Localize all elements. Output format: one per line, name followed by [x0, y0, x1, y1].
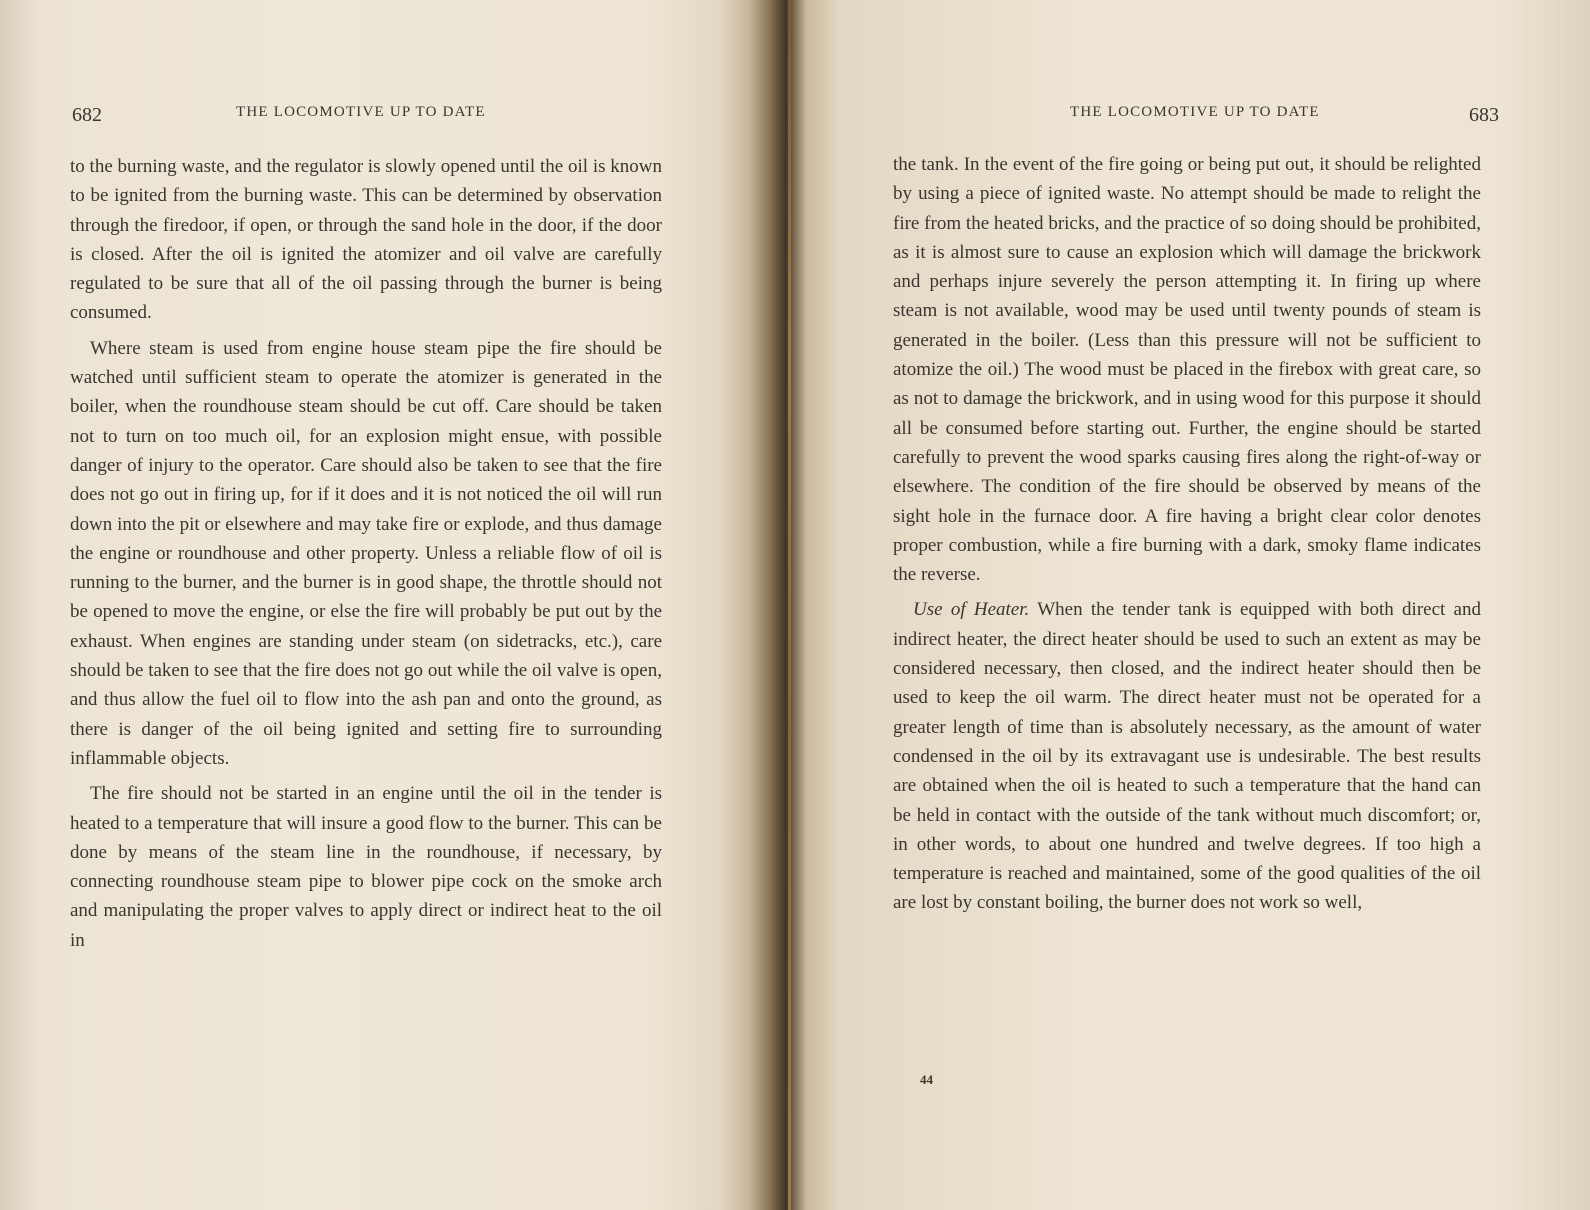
body-text [893, 150, 1481, 924]
paragraph: to the burning waste, and the regulator is slowly opened until the oil is known to be ignited from the burning waste. This can be determined by observation through the firedoor, if open, or through the sand hole in the door, if the door is closed. After the oil is ignited the atomizer and oil valve are carefully regulated to be sure that all of the oil passing through the burner is being consumed. [70, 156, 662, 324]
right-page [795, 0, 1590, 1210]
paragraph: the tank. In the event of the fire going or being put out, it should be relighted by using a piece of ignited waste. No attempt should be made to relight the fire from the heated bricks, and the practice of so doing should be prohibited, as it is almost sure to cause an explosion which will damage the brickwork and perhaps injure severely the person attempting it. In firing up where steam is not available, wood may be used until twenty pounds of steam is generated in the boiler. (Less than this pressure will not be sufficient to atomize the oil.) The wood must be placed in the firebox with great care, so as not to damage the brickwork, and in using wood for this purpose it should all be consumed before starting out. Further, the engine should be started carefully to prevent the wood sparks causing fires along the right-of-way or elsewhere. The condition of the fire should be observed by means of the sight hole in the furnace door. A fire having a bright clear color denotes proper combustion, while a fire burning with a dark, smoky flame indicates the reverse. [893, 154, 1481, 586]
page-number: 683 [1469, 104, 1499, 126]
body-text [70, 152, 662, 961]
book-gutter [788, 0, 791, 1210]
paragraph-text: When the tender tank is equipped with both direct and indirect heater, the direct heater should be used to such an extent as may be considered necessary, then closed, and the indirect heater should then be used to keep the oil warm. The direct heater must not be operated for a greater length of time than is absolutely necessary, as the amount of water condensed in the oil by its extravagant use is undesirable. The best results are obtained when the oil is heated to such a temperature that the hand can be held in contact with the outside of the tank without much discomfort; or, in other words, to about one hundred and twelve degrees. If too high a temperature is reached and maintained, some of the good qualities of the oil are lost by constant boiling, the burner does not work so well, [893, 599, 1481, 914]
paragraph [893, 595, 1481, 917]
paragraph: The fire should not be started in an engine until the oil in the tender is heated to a temperature that will insure a good flow to the burner. This can be done by means of the steam line in the roundhouse, if necessary, by connecting roundhouse steam pipe to blower pipe cock on the smoke arch and manipulating the proper valves to apply direct or indirect heat to the oil in [70, 783, 662, 951]
signature-mark: 44 [920, 1072, 933, 1087]
running-head: THE LOCOMOTIVE UP TO DATE [1070, 104, 1320, 120]
running-head: THE LOCOMOTIVE UP TO DATE [236, 104, 486, 120]
page-number: 682 [72, 104, 102, 126]
section-run-in-heading: Use of Heater. [913, 599, 1030, 621]
left-page [0, 0, 780, 1210]
paragraph: Where steam is used from engine house steam pipe the fire should be watched until sufficient steam to operate the atomizer is generated in the boiler, when the roundhouse steam should be cut off. Care should be taken not to turn on too much oil, for an explosion might ensue, with possible danger of injury to the operator. Care should also be taken to see that the fire does not go out in firing up, for if it does and it is not noticed the oil will run down into the pit or elsewhere and may take fire or explode, and thus damage the engine or roundhouse and other property. Unless a reliable flow of oil is running to the burner, and the burner is in good shape, the throttle should not be opened to move the engine, or else the fire will probably be put out by the exhaust. When engines are standing under steam (on sidetracks, etc.), care should be taken to see that the fire does not go out while the oil valve is open, and thus allow the fuel oil to flow into the ash pan and onto the ground, as there is danger of the oil being ignited and setting fire to surrounding inflammable objects. [70, 337, 662, 769]
